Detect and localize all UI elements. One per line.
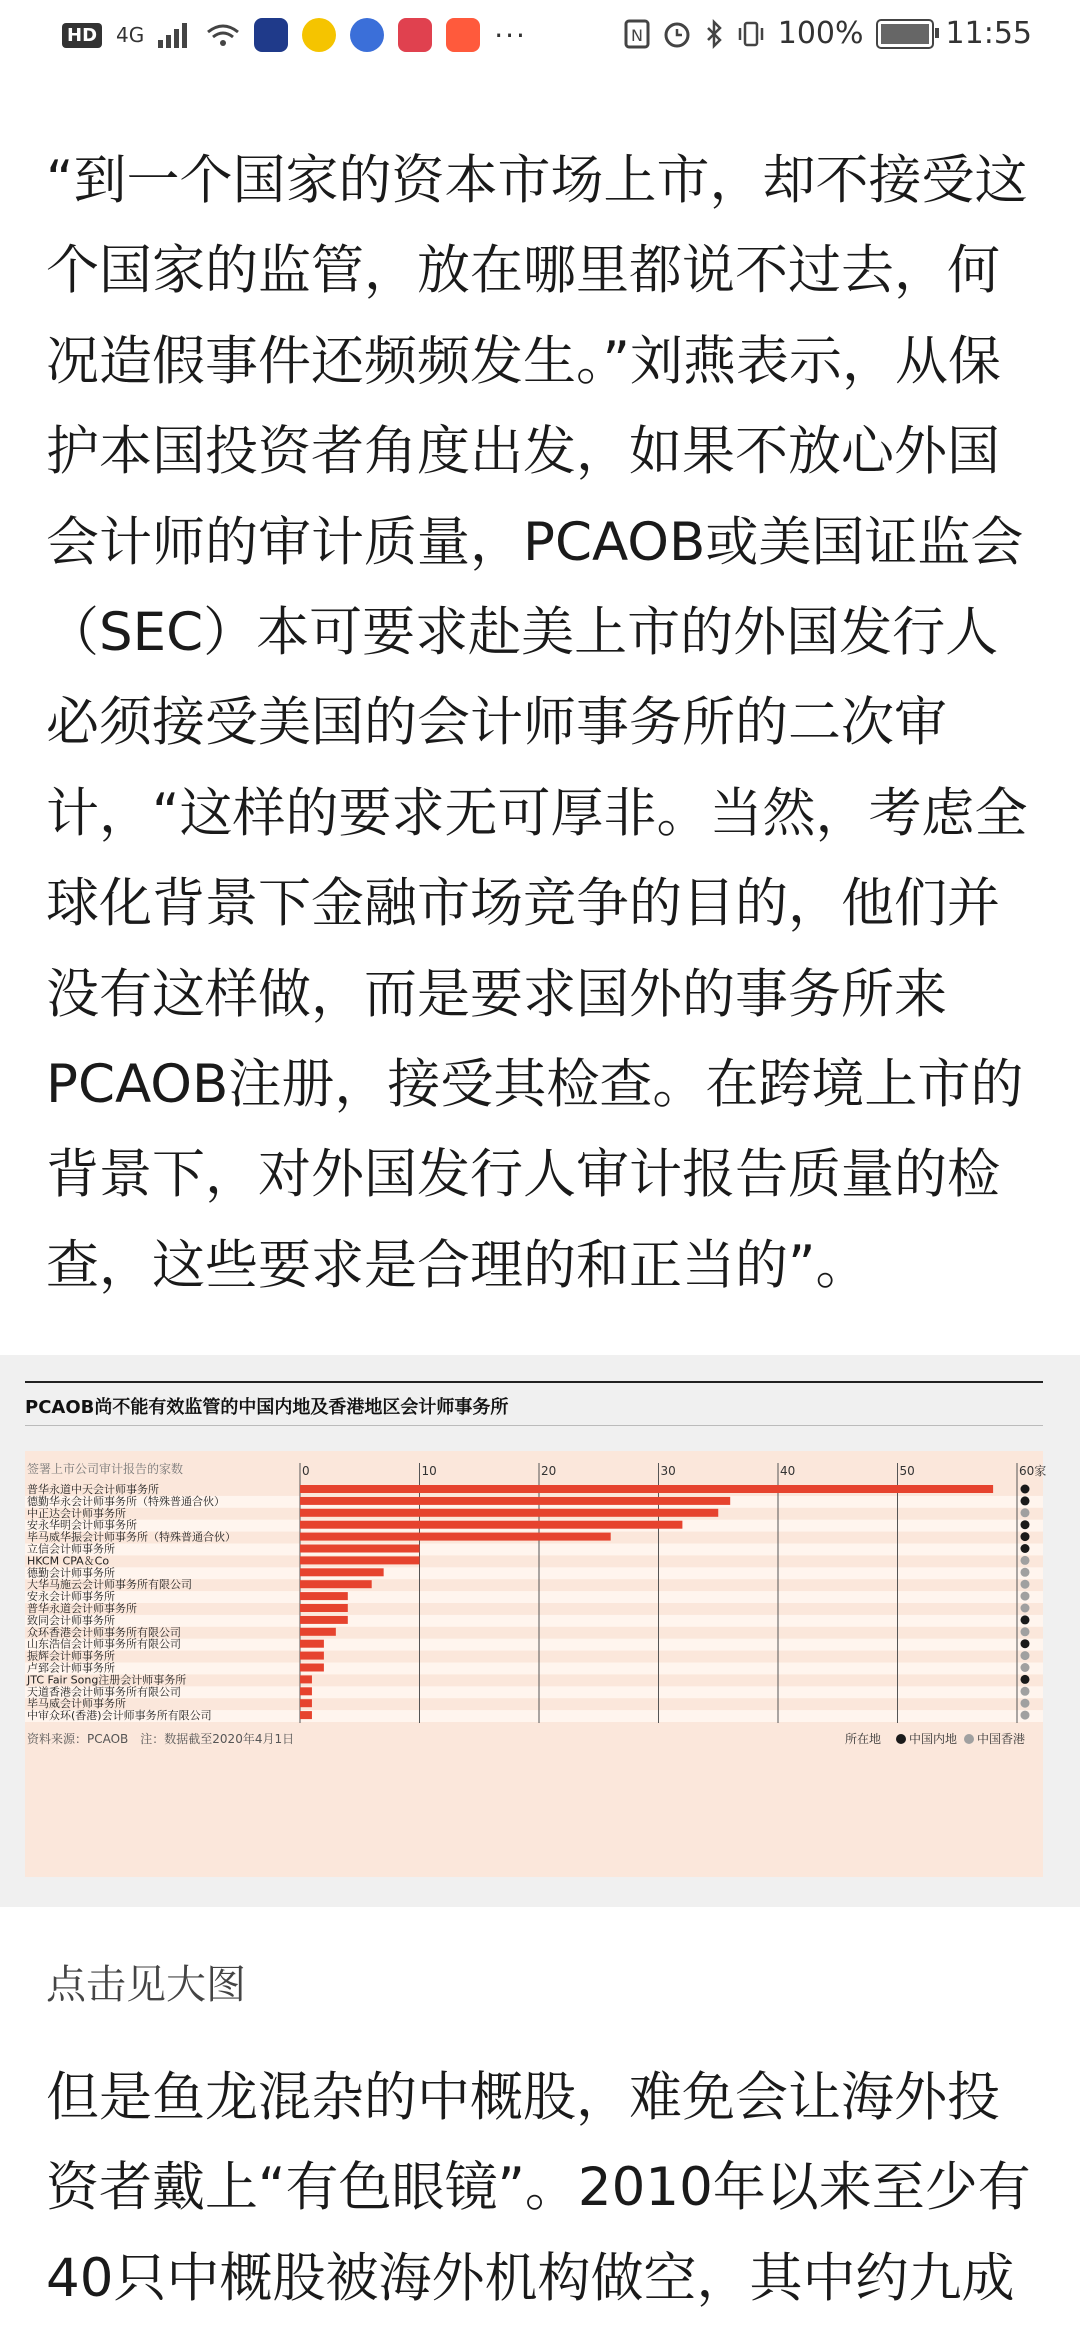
category-label: 安永会计师事务所 [27, 1590, 115, 1604]
title-divider [25, 1425, 1043, 1426]
category-label: 众环香港会计师事务所有限公司 [27, 1625, 181, 1639]
category-label: 德勤会计师事务所 [27, 1566, 115, 1580]
tick-label: 50 [899, 1464, 915, 1478]
tick-label: 60家 [1019, 1464, 1047, 1478]
category-label: 德勤华永会计师事务所（特殊普通合伙） [27, 1494, 225, 1508]
vibrate-icon [736, 19, 766, 49]
location-dot [1021, 1532, 1030, 1541]
category-label: 立信会计师事务所 [27, 1542, 115, 1556]
category-label: 毕马威会计师事务所 [27, 1697, 126, 1711]
location-dot [1021, 1627, 1030, 1636]
bar [300, 1640, 324, 1648]
xiaohongshu-icon [254, 18, 288, 52]
status-bar [0, 0, 1080, 72]
location-dot [1021, 1496, 1030, 1505]
bar [300, 1604, 348, 1612]
network-type: 4G [116, 23, 145, 47]
battery-percent: 100% [777, 16, 864, 51]
category-label: 普华永道中天会计师事务所 [27, 1483, 159, 1496]
title-rule [25, 1381, 1043, 1383]
nfc-icon [624, 19, 650, 49]
tick-label: 20 [541, 1464, 557, 1478]
category-label: 卢郅会计师事务所 [27, 1661, 115, 1675]
row-stripe [25, 1544, 1043, 1556]
chart-title: PCAOB尚不能有效监管的中国内地及香港地区会计师事务所 [25, 1397, 509, 1418]
location-dot [1021, 1663, 1030, 1672]
bar [300, 1699, 312, 1707]
location-dot [1021, 1651, 1030, 1660]
article-paragraph [46, 136, 1042, 1311]
more-notifications-icon: ··· [494, 18, 527, 52]
bar [300, 1556, 420, 1564]
category-label: 山东浩信会计师事务所有限公司 [27, 1637, 181, 1651]
bar [300, 1652, 324, 1660]
bluetooth-icon [704, 19, 724, 49]
location-dot [1021, 1592, 1030, 1601]
bar [300, 1568, 384, 1576]
category-label: 中审众环(香港)会计师事务所有限公司 [27, 1709, 212, 1723]
category-label: HKCM CPA＆Co [27, 1554, 110, 1568]
bar [300, 1664, 324, 1672]
bar [300, 1497, 730, 1505]
status-left [62, 18, 527, 52]
location-dot [1021, 1568, 1030, 1577]
category-label: 毕马威华振会计师事务所（特殊普通合伙） [27, 1530, 236, 1544]
row-stripe [25, 1591, 1043, 1603]
location-dot [1021, 1580, 1030, 1589]
location-dot [1021, 1711, 1030, 1720]
paragraph-text: “到一个国家的资本市场上市，却不接受这个国家的监管，放在哪里都说不过去，何况造假事件还频频发生。”刘燕表示，从保护本国投资者角度出发，如果不放心外国会计师的审计质量，PCAOB或美国证监会（SEC）本可要求赴美上市的外国发行人必须接受美国的会计师事务所的二次审计，“这样的要求无可厚非。当然，考虑全球化背景下金融市场竞争的目的，他们并没有这样做，而是要求国外的事务所来PCAOB注册，接受其检查。在跨境上市的背景下，对外国发行人审计报告质量的检查，这些要求是合理的和正当的”。 [46, 150, 1028, 1296]
clock: 11:55 [945, 16, 1032, 51]
bar [300, 1687, 312, 1695]
source-note: 资料来源：PCAOB 注：数据截至2020年4月1日 [27, 1732, 295, 1746]
article-paragraph-2 [46, 2053, 1042, 2324]
legend-hk-label: 中国香港 [977, 1732, 1026, 1746]
signal-icon [158, 22, 192, 48]
location-dot [1021, 1544, 1030, 1553]
location-dot [1021, 1639, 1030, 1648]
category-label: 振辉会计师事务所 [27, 1649, 115, 1663]
legend-prefix: 所在地 [845, 1732, 882, 1746]
bar [300, 1580, 372, 1588]
view-large-image-link[interactable]: 点击见大图 [46, 1962, 246, 2008]
svg-text:N: N [630, 25, 643, 45]
tick-label: 30 [660, 1464, 676, 1478]
music-icon [350, 18, 384, 52]
tick-label: 10 [421, 1464, 437, 1478]
battery-icon [876, 19, 934, 49]
category-label: 致同会计师事务所 [27, 1613, 115, 1627]
location-dot [1021, 1687, 1030, 1696]
bar [300, 1616, 348, 1624]
reader-icon [398, 18, 432, 52]
emoji-icon [302, 18, 336, 52]
tick-label: 40 [780, 1464, 796, 1478]
category-label: 安永华明会计师事务所 [27, 1518, 137, 1532]
category-label: JTC Fair Song注册会计师事务所 [27, 1673, 187, 1687]
alarm-icon [662, 19, 692, 49]
legend-mainland-dot [896, 1734, 906, 1744]
chart-figure[interactable] [0, 1355, 1080, 1907]
location-dot [1021, 1675, 1030, 1684]
bar [300, 1521, 682, 1529]
location-dot [1021, 1615, 1030, 1624]
bar [300, 1592, 348, 1600]
legend-hk-dot [964, 1734, 974, 1744]
location-dot [1021, 1699, 1030, 1708]
bar [300, 1533, 611, 1541]
bar-chart [25, 1451, 1047, 1877]
chart-panel [25, 1451, 1047, 1877]
bar [300, 1628, 336, 1636]
bar [300, 1485, 993, 1493]
category-label: 大华马施云会计师事务所有限公司 [27, 1578, 192, 1592]
wifi-icon [206, 22, 240, 48]
bar [300, 1545, 420, 1553]
bar [300, 1509, 718, 1517]
paragraph-text-2: 但是鱼龙混杂的中概股，难免会让海外投资者戴上“有色眼镜”。2010年以来至少有40只中概股被海外机构做空，其中约九成 [46, 2067, 1031, 2309]
category-label: 天道香港会计师事务所有限公司 [27, 1685, 181, 1699]
location-dot [1021, 1604, 1030, 1613]
location-dot [1021, 1556, 1030, 1565]
shop-icon [446, 18, 480, 52]
legend-mainland-label: 中国内地 [909, 1732, 958, 1746]
y-axis-label: 签署上市公司审计报告的家数 [27, 1462, 184, 1476]
category-label: 普华永道会计师事务所 [27, 1602, 137, 1615]
hd-badge: HD [62, 23, 102, 48]
bar [300, 1675, 312, 1683]
bar [300, 1711, 312, 1719]
location-dot [1021, 1508, 1030, 1517]
category-label: 中正达会计师事务所 [27, 1506, 126, 1520]
tick-label: 0 [302, 1464, 310, 1478]
location-dot [1021, 1485, 1030, 1494]
location-dot [1021, 1520, 1030, 1529]
status-right [624, 16, 1032, 51]
